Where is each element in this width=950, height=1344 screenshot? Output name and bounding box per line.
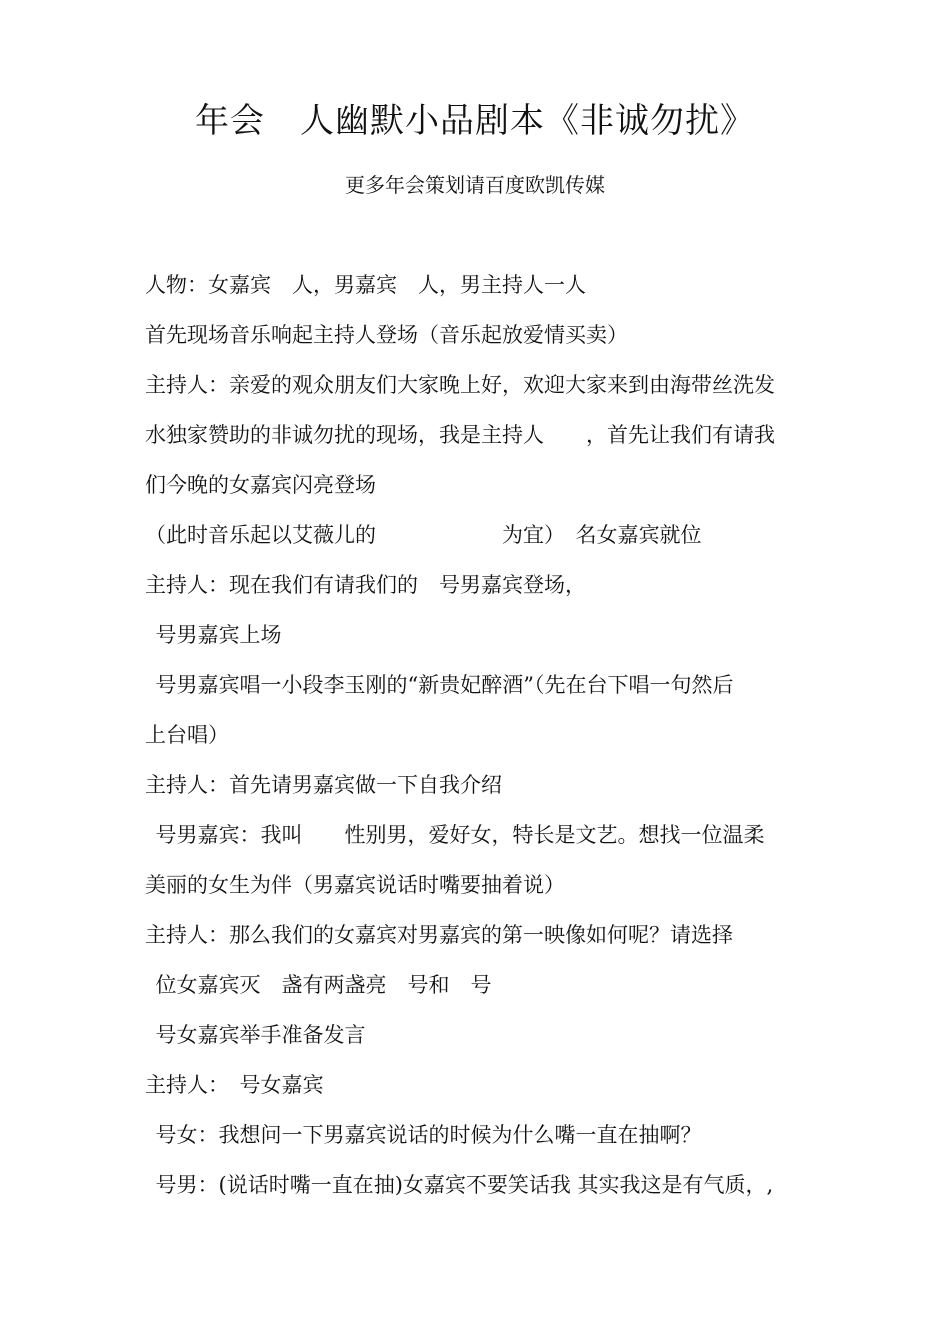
script-line-cast: 人物：女嘉宾 人，男嘉宾 人，男主持人一人 <box>145 273 586 297</box>
script-line: （此时音乐起以艾薇儿的 为宜） 名女嘉宾就位 <box>145 523 702 547</box>
script-line: 号女：我想问一下男嘉宾说话的时候为什么嘴一直在抽啊？ <box>145 1123 702 1147</box>
script-line: 号男嘉宾唱一小段李玉刚的“新贵妃醉酒”（先在台下唱一句然后 <box>145 673 734 697</box>
script-line: 水独家赞助的非诚勿扰的现场，我是主持人 ，首先让我们有请我 <box>145 423 775 447</box>
document-title: 年会 人幽默小品剧本《非诚勿扰》 <box>195 101 755 141</box>
script-line: 上台唱） <box>145 723 229 747</box>
script-line: 号男嘉宾：我叫 性别男，爱好女，特长是文艺。想找一位温柔 <box>145 823 765 847</box>
script-line: 主持人：首先请男嘉宾做一下自我介绍 <box>145 773 502 797</box>
script-line: 号女嘉宾举手准备发言 <box>145 1023 366 1047</box>
script-line: 主持人： 号女嘉宾 <box>145 1073 324 1097</box>
script-line: 首先现场音乐响起主持人登场（音乐起放爱情买卖） <box>145 323 628 347</box>
script-body <box>145 268 815 1218</box>
script-line: 们今晚的女嘉宾闪亮登场 <box>145 473 376 497</box>
script-line: 位女嘉宾灭 盏有两盏亮 号和 号 <box>145 973 492 997</box>
script-line: 主持人：亲爱的观众朋友们大家晚上好，欢迎大家来到由海带丝洗发 <box>145 373 775 397</box>
document-subtitle: 更多年会策划请百度欧凯传媒 <box>345 173 605 197</box>
script-line: 主持人：那么我们的女嘉宾对男嘉宾的第一映像如何呢？请选择 <box>145 923 733 947</box>
script-line: 主持人：现在我们有请我们的 号男嘉宾登场， <box>145 573 586 597</box>
script-line: 号男嘉宾上场 <box>145 623 282 647</box>
script-line: 号男：(说话时嘴一直在抽)女嘉宾不要笑话我 其实我这是有气质，, <box>145 1173 774 1197</box>
script-line: 美丽的女生为伴（男嘉宾说话时嘴要抽着说） <box>145 873 565 897</box>
